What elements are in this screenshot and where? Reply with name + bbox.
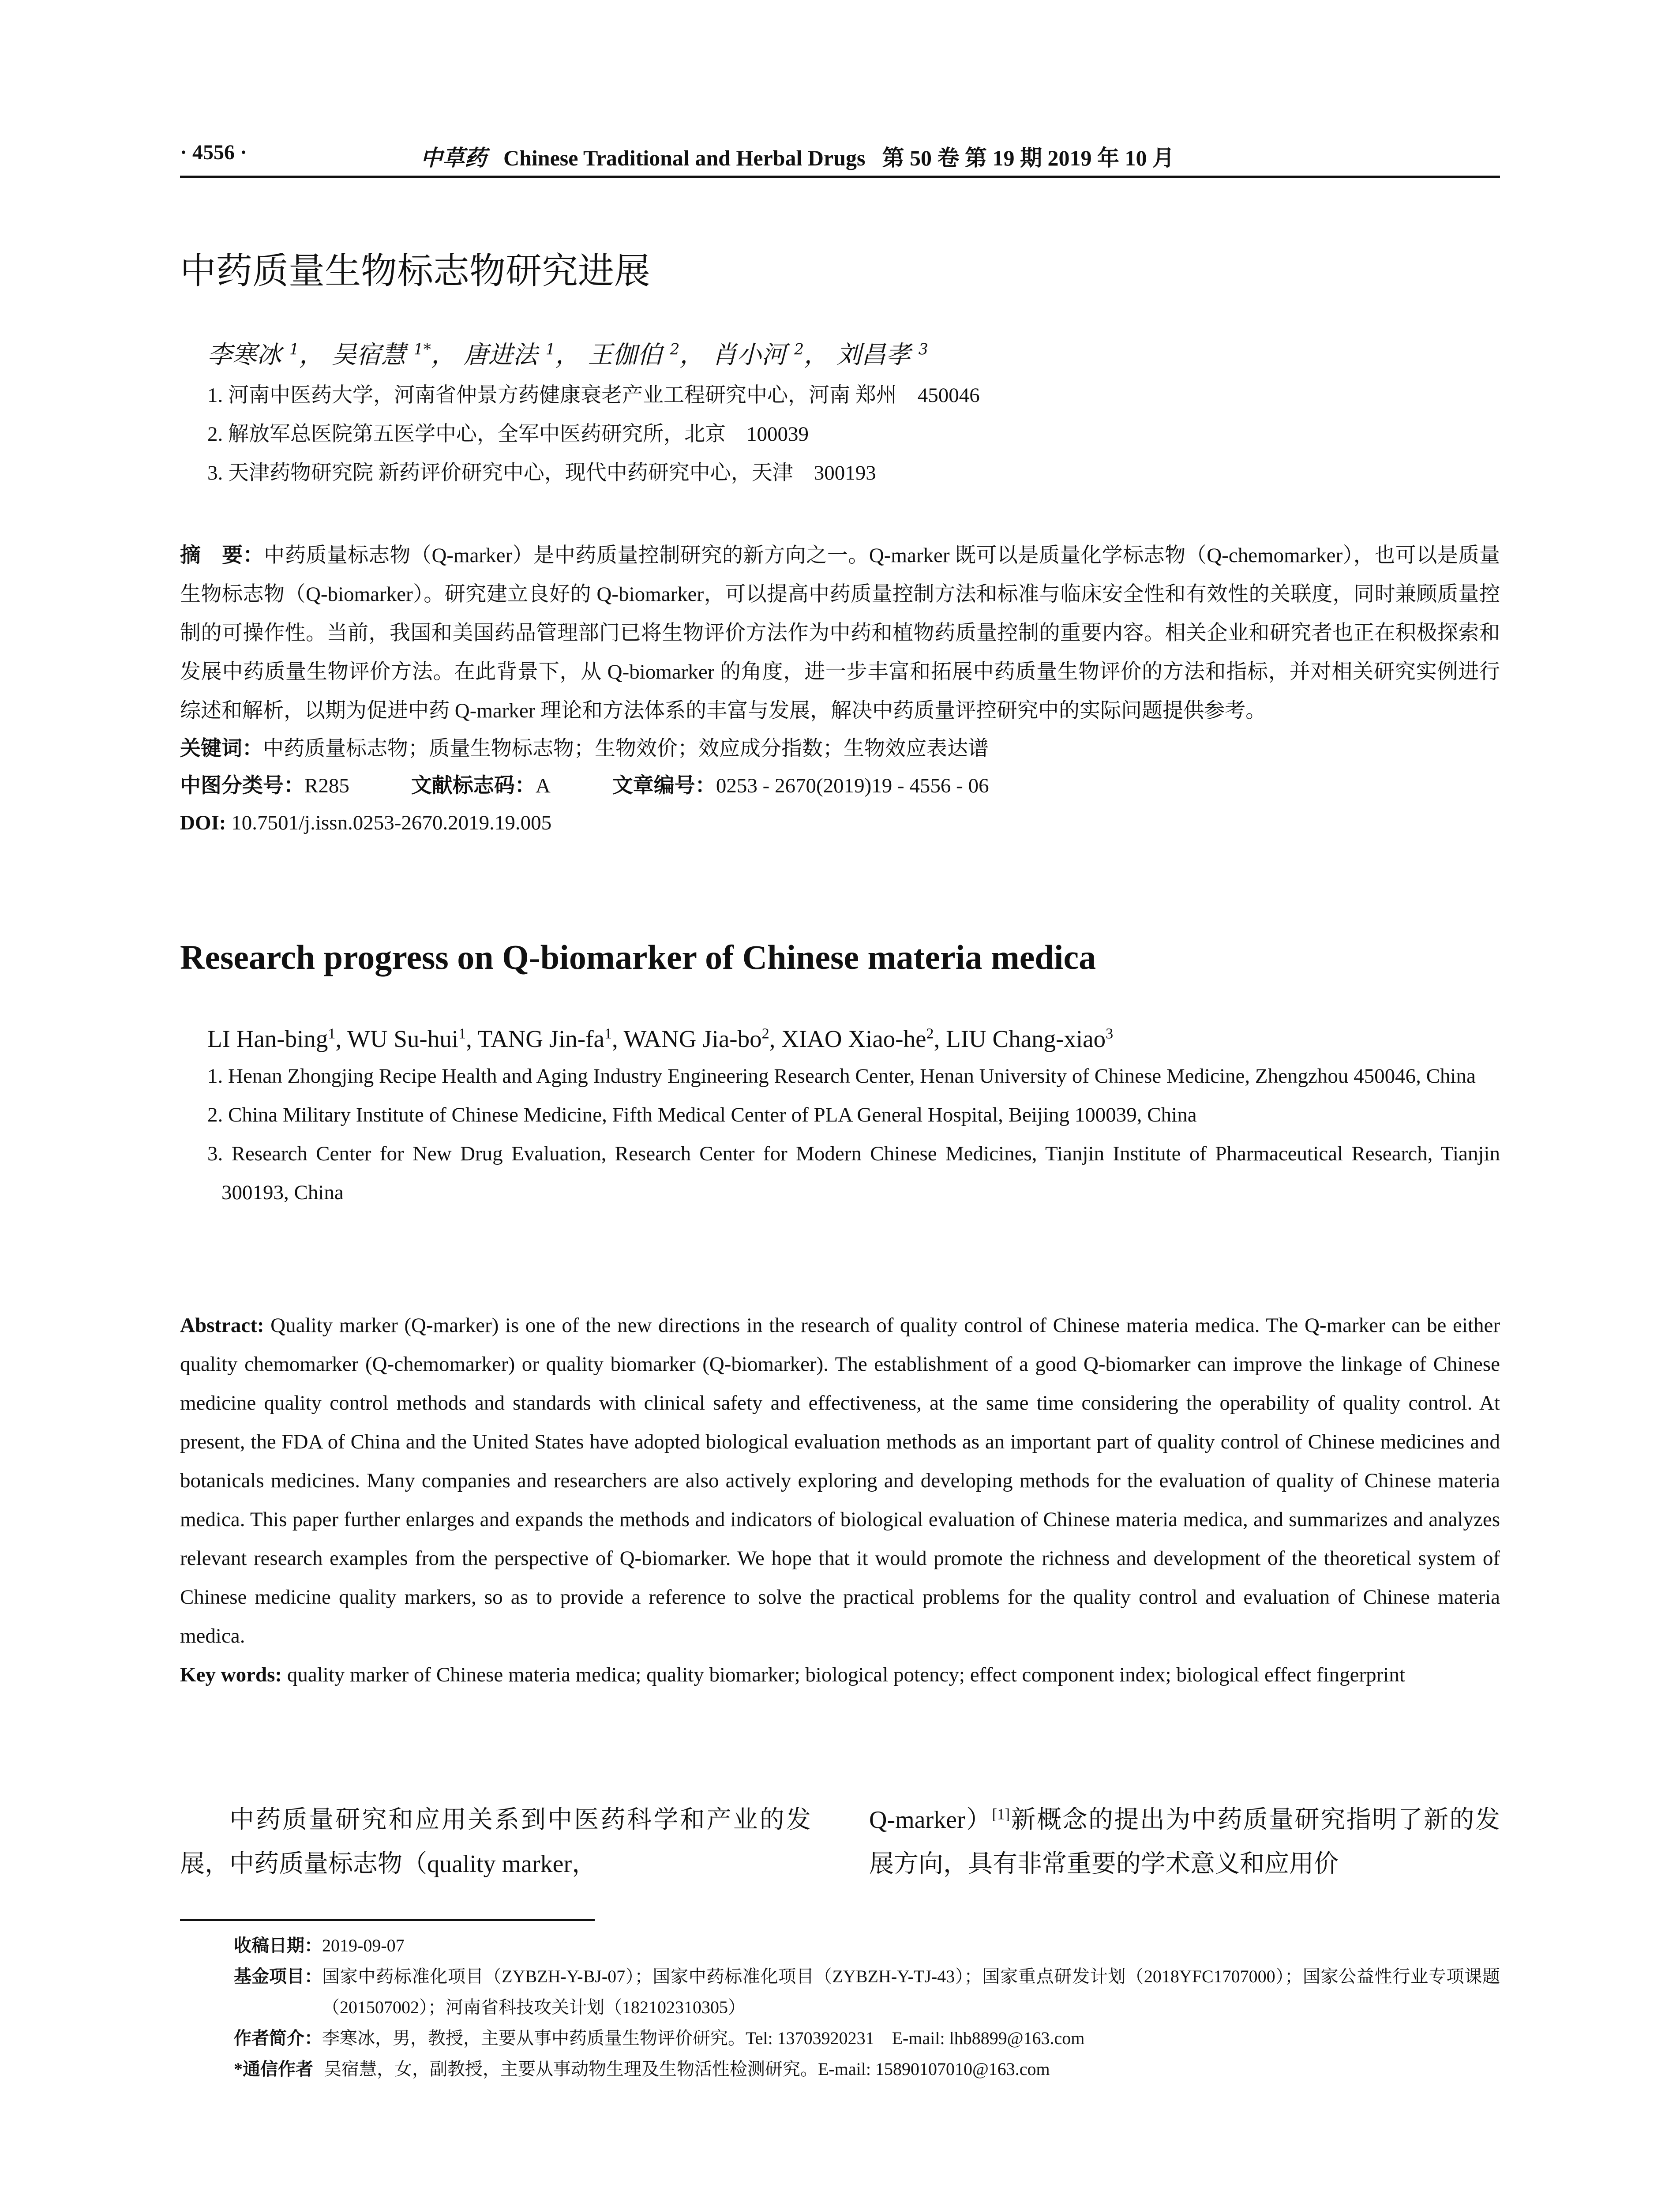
cn-abstract [180,536,1500,730]
cn-doi: DOI: 10.7501/j.issn.0253-2670.2019.19.005 [180,811,552,834]
cn-author: 王伽伯 $^2$， [588,341,705,369]
en-keywords: Key words: quality marker of Chinese materia medica; quality biomarker; biological potency; effect component index; biological effect fingerprint [180,1663,1405,1686]
reference-marker[interactable]: [1] [992,1805,1010,1823]
en-author: WU Su-hui$^1$, [347,1025,472,1052]
cn-affiliation: 2. 解放军总医院第五医学中心，全军中医药研究所，北京 100039 [207,423,809,446]
en-affiliation: 2. China Military Institute of Chinese Medicine, Fifth Medical Center of PLA General Hospital, Beijing 100039, China [207,1103,1197,1126]
cn-abstract-block [180,536,1500,841]
body-column-right: Q-marker）[1]新概念的提出为中药质量研究指明了新的发展方向，具有非常重要的学术意义和应用价 [869,1805,1500,1878]
journal-name-en: Chinese Traditional and Herbal Drugs [503,146,866,170]
cn-author: 肖小河 $^2$， [712,341,829,369]
cn-authors [207,340,1500,371]
en-author: LIU Chang-xiao$^3$ [946,1025,1114,1052]
cn-author: 李寒冰 $^1$， [207,341,324,369]
footnote-author: 作者简介： 李寒冰，男，教授，主要从事中药质量生物评价研究。Tel: 13703920231 E-mail: lhb8899@163.com [234,2028,1085,2048]
en-author: TANG Jin-$fa^1$, [477,1025,618,1052]
cn-author: 唐进法 $^1$， [463,341,580,369]
cn-author: 吴宿慧 $^{1*}$， [331,341,456,369]
en-abstract [180,1306,1500,1655]
page-number: · 4556 · [180,141,248,164]
cn-abstract-label: 摘 要： [180,544,264,567]
footnote-fund: 基金项目： 国家中药标准化项目（ZYBZH-Y-BJ-07）；国家中药标准化项目（ZYBZH-Y-TJ-43）；国家重点研发计划（2018YFC1707000）；国家公益性行业专项课题（201507002）；河南省科技攻关计划（182102310305） [234,1966,1500,2017]
journal-name-cn: 中草药 [420,145,487,171]
running-header [180,140,1500,178]
cn-title: 中药质量生物标志物研究进展 [180,250,651,292]
journal-name [420,140,1174,172]
cn-abstract-text: 中药质量标志物（Q-marker）是中药质量控制研究的新方向之一。Q-marker 既可以是质量化学标志物（Q-chemomarker），也可以是质量生物标志物（Q-biomarker）。研究建立良好的 Q-biomarker，可以提高中药质量控制方法和标准与临床安全性和有效性的关联度，同时兼顾质量控制的可操作性。当前，我国和美国药品管理部门已将生物评价方法作为中药和植物药质量控制的重要内容。相关企业和研究者也正在积极探索和发展中药质量生物评价方法。在此背景下，从 Q-biomarker 的角度，进一步丰富和拓展中药质量生物评价的方法和指标，并对相关研究实例进行综述和解析，以期为促进中药 Q-marker 理论和方法体系的丰富与发展，解决中药质量评控研究中的实际问题提供参考。 [180,544,1500,722]
en-author: XIAO Xiao-$he^2$, [781,1025,940,1052]
cn-affiliation: 1. 河南中医药大学，河南省仲景方药健康衰老产业工程研究中心，河南 郑州 450046 [207,384,980,407]
en-abstract-label: Abstract: [180,1314,264,1337]
cn-classification: 中图分类号：R285 文献标志码：A 文章编号：0253 - 2670(2019)19 - 4556 - 06 [180,774,989,797]
en-abstract-text: Quality marker (Q-marker) is one of the new directions in the research of quality control of Chinese materia medica. The Q-marker can be either quality chemomarker (Q-chemomarker) or quality biomarker (Q-biomarker). The establishment of a good Q-biomarker can improve the linkage of Chinese medicine quality control methods and standards with clinical safety and effectiveness, at the same time considering the operability of quality control. At present, the FDA of China and the United States have adopted biological evaluation methods as an important part of quality control of Chinese medicines and botanicals medicines. Many companies and researchers are also actively exploring and developing methods for the evaluation of quality of Chinese materia medica. This paper further enlarges and expands the methods and indicators of biological evaluation of Chinese materia medica, and summarizes and analyzes relevant research examples from the perspective of Q-biomarker. We hope that it would promote the richness and development of the theoretical system of Chinese medicine quality markers, so as to provide a reference to solve the practical problems for the quality control and evaluation of Chinese materia medica. [180,1314,1500,1647]
cn-keywords: 关键词：中药质量标志物；质量生物标志物；生物效价；效应成分指数；生物效应表达谱 [180,737,989,760]
en-affiliations [207,1057,1500,1212]
cn-author: 刘昌孝 $^3$ [836,341,928,369]
footnotes [234,1930,1500,2085]
volume-issue: 第 50 卷 第 19 期 2019 年 10 月 [882,146,1174,170]
footnote-corresponding: *通信作者 吴宿慧，女，副教授，主要从事动物生理及生物活性检测研究。E-mail: 15890107010@163.com [234,2059,1050,2079]
en-author: WANG Jia-$bo^2$, [623,1025,776,1052]
cn-affiliation: 3. 天津药物研究院 新药评价研究中心，现代中药研究中心，天津 300193 [207,461,876,484]
en-authors [207,1024,1500,1054]
footnote-received: 收稿日期： 2019-09-07 [234,1936,405,1955]
footnote-divider [180,1919,595,1921]
cn-affiliations [207,376,1500,492]
en-abstract-block [180,1306,1500,1694]
body-column-left: 中药质量研究和应用关系到中医药科学和产业的发展，中药质量标志物（quality marker， [180,1806,811,1878]
en-title: Research progress on Q-biomarker of Chinese materia medica [180,938,1096,976]
en-affiliation: 1. Henan Zhongjing Recipe Health and Aging Industry Engineering Research Center, Henan University of Chinese Medicine, Zhengzhou 450046, China [207,1065,1476,1088]
en-affiliation: 3. Research Center for New Drug Evaluation, Research Center for Modern Chinese Medicines, Tianjin Institute of Pharmaceutical Research, Tianjin 300193, China [207,1142,1500,1204]
en-author: LI Han-bing$^1$, [207,1025,342,1052]
